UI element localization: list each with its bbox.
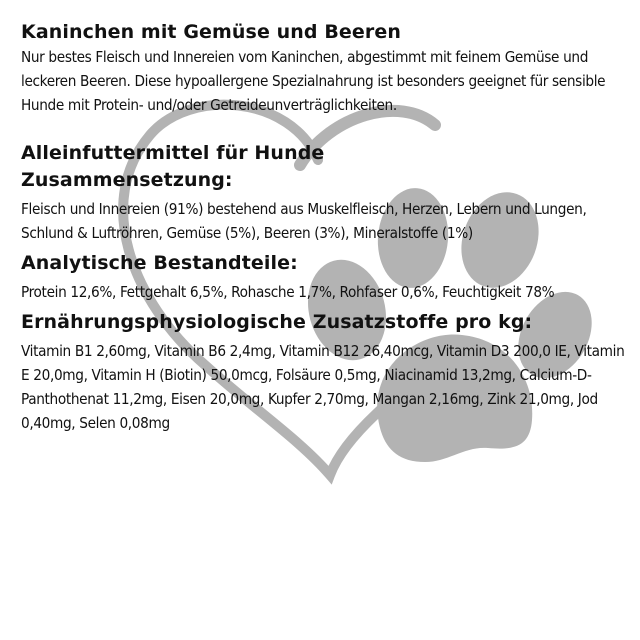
composition-text: Fleisch und Innereien (91%) bestehend aus Muskelfleisch, Herzen, Lebern und Lungen, Schlund & Luftröhren, Gemüse (5%), Beeren (3%), Mineralstoffe (1%): [21, 200, 587, 242]
additives-heading: Ernährungsphysiologische Zusatzstoffe pro kg:: [21, 311, 533, 333]
additives-text: Vitamin B1 2,60mg, Vitamin B6 2,4mg, Vitamin B12 26,40mcg, Vitamin D3 200,0 IE, Vitamin E 20,0mg, Vitamin H (Biotin) 50,0mcg, Folsäure 0,5mg, Niacinamid 13,2mg, Calcium-D-Panthothenat 11,2mg, Eisen 20,0mg, Kupfer 2,70mg, Mangan 2,16mg, Zink 21,0mg, Jod 0,40mg, Selen 0,08mg: [21, 342, 625, 432]
product-title: Kaninchen mit Gemüse und Beeren: [21, 21, 401, 43]
product-description: Nur bestes Fleisch und Innereien vom Kaninchen, abgestimmt mit feinem Gemüse und leckeren Beeren. Diese hypoallergene Spezialnahrung ist besonders geeignet für sensible Hunde mit Protein- und/oder Getreideunverträglichkeiten.: [21, 48, 606, 114]
composition-heading: Zusammensetzung:: [21, 169, 233, 191]
product-label: [21, 20, 625, 435]
analytical-text: Protein 12,6%, Fettgehalt 6,5%, Rohasche 1,7%, Rohfaser 0,6%, Feuchtigkeit 78%: [21, 283, 555, 301]
food-type-heading: Alleinfuttermittel für Hunde: [21, 142, 325, 164]
analytical-heading: Analytische Bestandteile:: [21, 252, 298, 274]
